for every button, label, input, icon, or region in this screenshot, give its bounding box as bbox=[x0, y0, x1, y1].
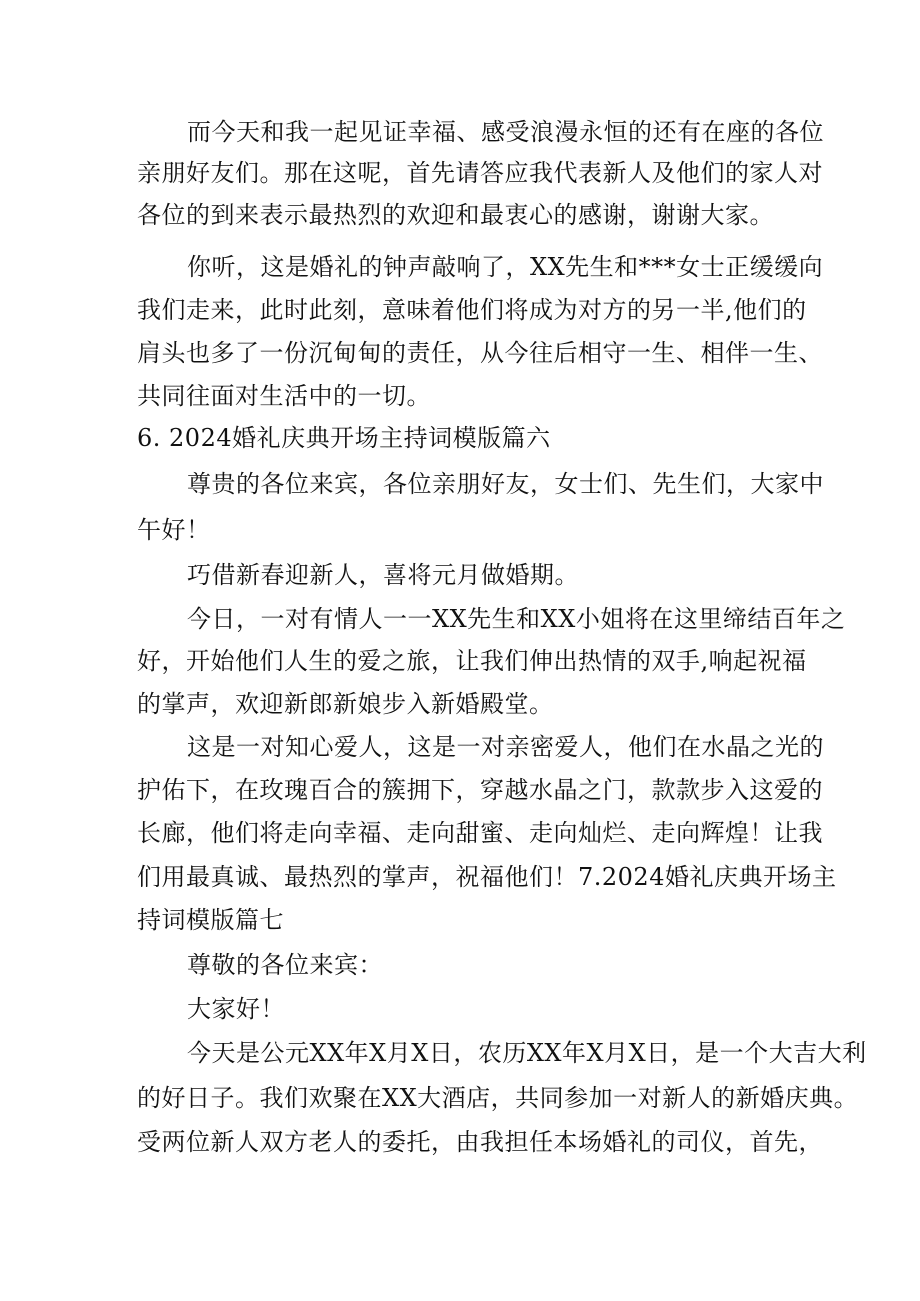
paragraph-line: 尊贵的各位来宾，各位亲朋好友，女士们、先生们，大家中 bbox=[187, 470, 824, 498]
paragraph-line: 巧借新春迎新人，喜将元月做婚期。 bbox=[187, 561, 579, 589]
paragraph-line: 肩头也多了一份沉甸甸的责任，从今往后相守一生、相伴一生、 bbox=[137, 339, 823, 367]
paragraph-line: 午好！ bbox=[137, 516, 211, 544]
paragraph-line: 亲朋好友们。那在这呢，首先请答应我代表新人及他们的家人对 bbox=[137, 159, 823, 187]
paragraph-line: 今日，一对有情人一一XX先生和XX小姐将在这里缔结百年之 bbox=[187, 605, 846, 633]
paragraph-line: 你听，这是婚礼的钟声敲响了，XX先生和***女士正缓缓向 bbox=[187, 253, 824, 281]
paragraph-line: 的好日子。我们欢聚在XX大酒店，共同参加一对新人的新婚庆典。 bbox=[137, 1084, 859, 1112]
paragraph-line: 的掌声，欢迎新郎新娘步入新婚殿堂。 bbox=[137, 690, 554, 718]
paragraph-line: 各位的到来表示最热烈的欢迎和最衷心的感谢，谢谢大家。 bbox=[137, 201, 774, 229]
paragraph-line: 好，开始他们人生的爱之旅，让我们伸出热情的双手,响起祝福 bbox=[137, 647, 807, 675]
paragraph-line: 们用最真诚、最热烈的掌声，祝福他们！7.2024婚礼庆典开场主 bbox=[137, 863, 837, 891]
paragraph-line: 尊敬的各位来宾： bbox=[187, 951, 383, 979]
paragraph-line: 今天是公元XX年X月X日，农历XX年X月X日，是一个大吉大利 bbox=[187, 1039, 867, 1067]
paragraph-line: 这是一对知心爱人，这是一对亲密爱人，他们在水晶之光的 bbox=[187, 733, 824, 761]
section-heading: 6. 2024婚礼庆典开场主持词模版篇六 bbox=[137, 424, 551, 452]
paragraph-line: 我们走来，此时此刻，意味着他们将成为对方的另一半,他们的 bbox=[137, 296, 807, 324]
paragraph-line: 护佑下，在玫瑰百合的簇拥下，穿越水晶之门，款款步入这爱的 bbox=[137, 776, 823, 804]
paragraph-line: 大家好！ bbox=[187, 995, 285, 1023]
paragraph-line: 而今天和我一起见证幸福、感受浪漫永恒的还有在座的各位 bbox=[187, 118, 824, 146]
paragraph-line: 受两位新人双方老人的委托，由我担任本场婚礼的司仪，首先， bbox=[137, 1128, 823, 1156]
paragraph-line: 长廊，他们将走向幸福、走向甜蜜、走向灿烂、走向辉煌！让我 bbox=[137, 819, 823, 847]
paragraph-line: 持词模版篇七 bbox=[137, 906, 284, 934]
paragraph-line: 共同往面对生活中的一切。 bbox=[137, 382, 431, 410]
